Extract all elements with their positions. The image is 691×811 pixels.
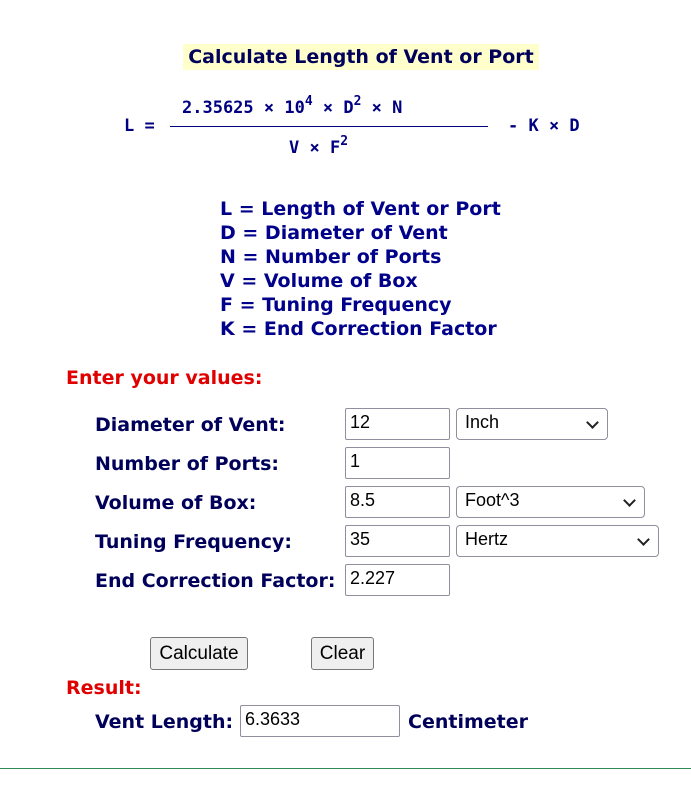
frequency-unit-value: Hertz [465, 529, 509, 549]
correction-label: End Correction Factor: [95, 570, 336, 592]
clear-button[interactable]: Clear [311, 637, 374, 670]
legend-item: F = Tuning Frequency [220, 294, 452, 316]
legend-item: N = Number of Ports [220, 246, 442, 268]
formula-num-exp: 4 [304, 94, 313, 109]
result-heading: Result: [66, 677, 142, 699]
formula-lhs: L = [124, 116, 155, 136]
vent-length-unit: Centimeter [408, 711, 528, 733]
volume-unit-select[interactable] [456, 486, 645, 518]
frequency-label: Tuning Frequency: [95, 531, 292, 553]
page-title: Calculate Length of Vent or Port [183, 44, 539, 70]
formula-den-exp: 2 [340, 134, 349, 149]
chevron-down-icon [586, 416, 599, 429]
formula-denominator [289, 134, 349, 158]
formula-num-a: 2.35625 × 10 [182, 98, 305, 118]
legend-item: K = End Correction Factor [220, 318, 497, 340]
formula-num-c: × N [361, 98, 403, 118]
frequency-unit-select[interactable] [456, 525, 659, 557]
ports-label: Number of Ports: [95, 453, 279, 475]
volume-unit-value: Foot^3 [465, 490, 520, 510]
diameter-unit-select[interactable] [456, 408, 608, 440]
diameter-input[interactable]: 12 [345, 408, 450, 440]
enter-values-heading: Enter your values: [66, 367, 263, 389]
footer-divider [0, 768, 691, 769]
frequency-input[interactable]: 35 [345, 525, 450, 557]
chevron-down-icon [623, 494, 636, 507]
ports-input[interactable]: 1 [345, 447, 450, 479]
formula-legend [220, 197, 501, 341]
calculate-button[interactable]: Calculate [150, 637, 248, 670]
legend-item: D = Diameter of Vent [220, 222, 448, 244]
formula-num-b: × D [312, 98, 354, 118]
formula-den-a: V × F [289, 138, 341, 158]
diameter-label: Diameter of Vent: [95, 414, 286, 436]
formula-fraction-bar [170, 126, 488, 127]
chevron-down-icon [637, 533, 650, 546]
diameter-unit-value: Inch [465, 412, 500, 432]
volume-input[interactable]: 8.5 [345, 486, 450, 518]
correction-input[interactable]: 2.227 [345, 564, 450, 596]
vent-length-label: Vent Length: [95, 711, 234, 733]
formula-numerator [182, 94, 403, 118]
volume-label: Volume of Box: [95, 492, 257, 514]
formula-tail: - K × D [508, 116, 580, 136]
legend-item: L = Length of Vent or Port [220, 198, 501, 220]
vent-length-output[interactable]: 6.3633 [240, 705, 400, 737]
formula-num-exp2: 2 [353, 94, 362, 109]
legend-item: V = Volume of Box [220, 270, 418, 292]
